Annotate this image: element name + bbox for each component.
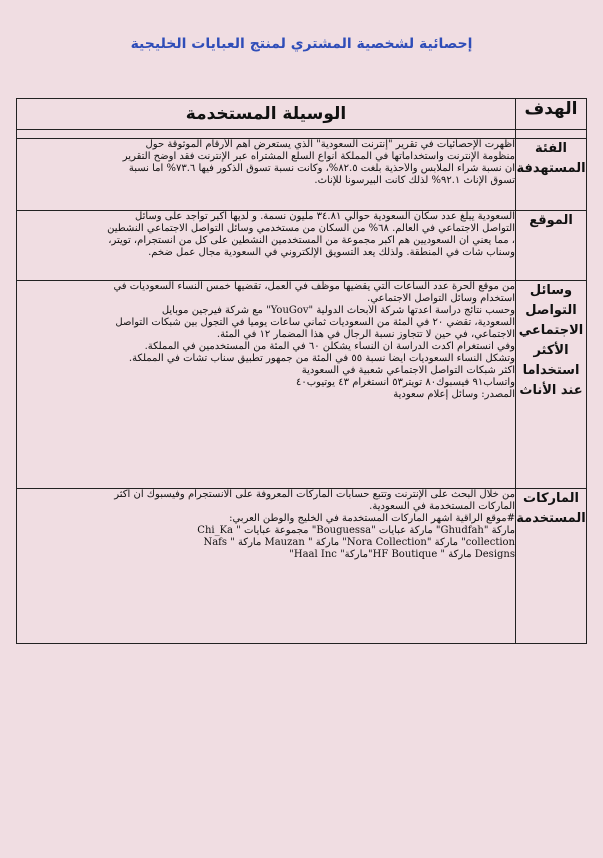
content-cell-brands: من خلال البحث على الإنترنت وتتبع حسابات الماركات المعروفة على الانستجرام وفيسبوك أن أكثر الماركات المستخدمة في السعودية. #موقع الراقية أشهر الماركات المستخدمة في الخليج والوطن العربي: ماركة "Ghudfah" ماركة عبايات "Bouguessa" مجموعة عبايات " Chi_Ka collection" ماركة "Nora Collection" ماركة " Mauzan ماركة " Nafs Designs ماركة " HF Boutique"ماركة" Haal Inc": [17, 489, 516, 644]
social-media-row: [17, 281, 587, 489]
content-cell-location: السعودية يبلغ عدد سكان السعودية حوالي ٣٤.٨١ مليون نسمة. و لديها أكبر تواجد على وسائل التواصل الاجتماعي في العالم. ٦٨% من السكان من مستخدمي وسائل التواصل الاجتماعي النشطين ، مما يعني أن السعوديين هم أكبر مجموعة من المستخدمين النشطين على كل من انستجرام، تويتر، وسناب شات في المنطقة. ولذلك يعد التسويق الإلكتروني في السعودية مجال عمل ضخم.: [17, 211, 516, 281]
goal-cell-social: وسائل التواصل الاجتماعي الأكثر استخداما عند الأناث: [516, 281, 587, 489]
persona-table: [16, 98, 587, 644]
page-title: إحصائية لشخصية المشتري لمنتج العبايات الخليجية: [130, 36, 473, 52]
media-header: الوسيلة المستخدمة: [17, 99, 516, 130]
brands-row: [17, 489, 587, 644]
content-cell-target: أظهرت الإحصائيات في تقرير "إنترنت السعودية" الذي يستعرض اهم الأرقام الموثوقة حول منظومة الإنترنت واستخداماتها في المملكة أنواع السلع المشتراه عبر الإنترنت فقد أوضح التقرير أن نسبة شراء الملابس والأحذية بلغت ٨٢.٥%، وكانت نسبة تسوق الذكور فيها ٧٣.٦% أما نسبة تسوق الإناث ٩٢.١% لذلك كانت البيرسونا للإناث.: [17, 139, 516, 211]
header-row: [17, 99, 587, 130]
content-cell-social: من موقع الحرة عدد الساعات التي يقضيها موظف في العمل، تقضيها خمس النساء السعوديات في استخدام وسائل التواصل الاجتماعي. وحسب نتائج دراسة أعدتها شركة الأبحاث الدولية "YouGov" مع شركة فيرجين موبايل السعودية، تقضي ٢٠ في المئة من السعوديات ثماني ساعات يوميا في التجول بين شبكات التواصل الاجتماعي، في حين لا تتجاوز نسبة الرجال في هذا المضمار ١٢ في المئة. وفي انستغرام أكدت الدراسة أن النساء يشكلن ٦٠ في المئة من المستخدمين في المملكة. وتشكل النساء السعوديات أيضا نسبة ٥٥ في المئة من جمهور تطبيق سناب تشات في المملكة. أكثر شبكات التواصل الاجتماعي شعبية في السعودية واتساب٩١ فيسبوك٨٠ تويتر٥٣ انستغرام ٤٣ يوتيوب٤٠ المصدر: وسائل إعلام سعودية: [17, 281, 516, 489]
goal-cell-brands: الماركات المستخدمة: [516, 489, 587, 644]
target-row: [17, 139, 587, 211]
goal-header: الهدف: [516, 99, 587, 130]
goal-cell-target: الفئة المستهدفة: [516, 139, 587, 211]
location-row: [17, 211, 587, 281]
spacer-row: [17, 130, 587, 139]
goal-cell-location: الموقع: [516, 211, 587, 281]
